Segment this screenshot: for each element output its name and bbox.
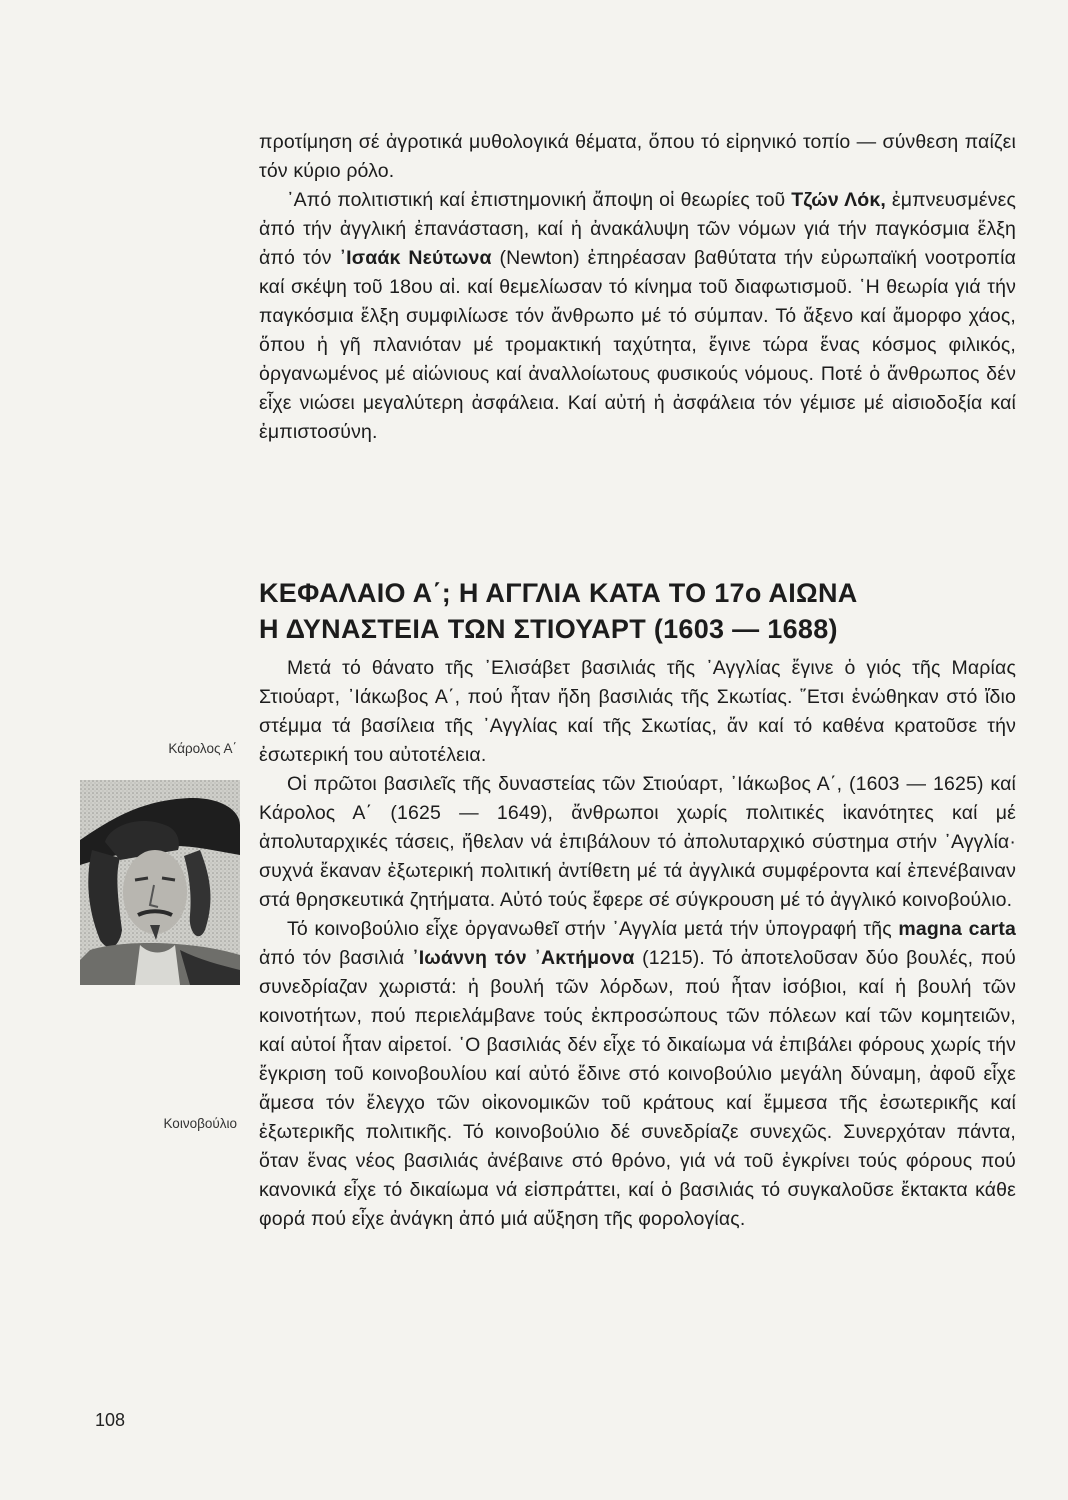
text-run: ᾿Από πολιτιστική καί ἐπιστημονική ἄποψη οἱ θεωρίες τοῦ [287, 189, 792, 211]
chapter-title: ΚΕΦΑΛΑΙΟ Α΄; Η ΑΓΓΛΙΑ ΚΑΤΑ ΤΟ 17ο ΑΙΩΝΑ [259, 578, 858, 608]
section-text [259, 654, 1016, 1234]
text-run: (Newton) ἐπηρέασαν βαθύτατα τήν εὐρωπαϊκή νοοτροπία καί σκέψη τοῦ 18ου αἰ. καί θεμελίωσαν τό κίνημα τοῦ διαφωτισμοῦ. ῾Η θεωρία γιά τήν παγκόσμια ἕλξη συμφιλίωσε τόν ἄνθρωπο μέ τό σύμπαν. Τό ἄξενο καί ἄμορφο χάος, ὅπου ἡ γῆ πλανιόταν μέ τρομακτική ταχύτητα, ἔγινε τώρα ἕνας κόσμος φιλικός, ὀργανωμένος μέ αἰώνιους καί ἀναλλοίωτους φυσικούς νόμους. Ποτέ ὁ ἄνθρωπος δέν εἶχε νιώσει μεγαλύτερη ἀσφάλεια. Καί αὐτή ἡ ἀσφάλεια τόν γέμισε μέ αἰσιοδοξία καί ἐμπιστοσύνη. [259, 247, 1016, 443]
bold-name-john: ᾿Ιωάννη τόν ᾿Ακτήμονα [412, 947, 635, 969]
text-run: ἀπό τόν βασιλιά [259, 947, 413, 969]
section-paragraph-2: Οἱ πρῶτοι βασιλεῖς τῆς δυναστείας τῶν Στιούαρτ, ᾿Ιάκωβος Α΄, (1603 — 1625) καί Κάρολος Α΄ (1625 — 1649), ἄνθρωποι χωρίς πολιτικές ἱκανότητες καί μέ ἀπολυταρχικές τάσεις, ἤθελαν νά ἐπιβάλουν τό ἀπολυταρχικό σύστημα στήν ᾿Αγγλία· συχνά ἔκαναν ἐξωτερική πολιτική ἀντίθετη μέ τά ἀγγλικά συμφέροντα καί ἐπενέβαιναν στά θρησκευτικά ζητήματα. Αὐτό τούς ἔφερε σέ σύγκρουση μέ τό ἀγγλικό κοινοβούλιο. [259, 773, 1016, 911]
text-run: (1215). Τό ἀποτελοῦσαν δύο βουλές, πού συνεδρίαζαν χωριστά: ἡ βουλή τῶν λόρδων, πού ἦταν ἰσόβιοι, καί ἡ βουλή τῶν κοινοτήτων, πού περιελάμβανε τούς ἐκπροσώπους τῶν πόλεων καί τῶν κομητειῶν, καί αὐτοί ἦταν αἱρετοί. ῾Ο βασιλιάς δέν εἶχε τό δικαίωμα νά ἐπιβάλει φόρους χωρίς τήν ἔγκριση τοῦ κοινοβουλίου καί αὐτό ἔδινε στό κοινοβούλιο μεγάλη δύναμη, ἀφοῦ εἶχε ἄμεσα τόν ἔλεγχο τῶν οἰκονομικῶν τοῦ κράτους καί ἔμμεσα τῆς ἐσωτερικῆς καί ἐξωτερικῆς πολιτικῆς. Τό κοινοβούλιο δέ συνεδρίαζε συνεχῶς. Συνερχόταν πάντα, ὅταν ἕνας νέος βασιλιάς ἀνέβαινε στό θρόνο, γιά νά τοῦ ἐγκρίνει τούς φόρους πού κανονικά εἶχε τό δικαίωμα νά εἰσπράττει, καί ὁ βασιλιάς τό συγκαλοῦσε ἔκτακτα κάθε φορά πού εἶχε ἀνάγκη ἀπό μιά αὔξηση τῆς φορολογίας. [259, 947, 1016, 1230]
intro-paragraph-2 [259, 186, 1016, 447]
intro-paragraph-1: προτίμηση σέ ἀγροτικά μυθολογικά θέματα, ὅπου τό εἰρηνικό τοπίο — σύνθεση παίζει τόν κύριο ρόλο. [259, 131, 1016, 182]
margin-note-parliament: Κοινοβούλιο [163, 1116, 237, 1131]
margin-note-charles: Κάρολος Α΄ [168, 741, 237, 756]
portrait-drawing [80, 780, 240, 985]
bold-name-newton: ᾿Ισαάκ Νεύτωνα [339, 247, 492, 269]
page-number: 108 [95, 1410, 126, 1430]
intro-text [259, 128, 1016, 447]
section-paragraph-3 [259, 915, 1016, 1234]
bold-term-magna-carta: magna carta [898, 918, 1016, 940]
text-run: ἐμπνευσμένες ἀπό τήν ἀγγλική ἐπανάσταση, καί ἡ ἀνακάλυψη τῶν νόμων γιά τήν παγκόσμια ἕλξη ἀπό τόν [259, 189, 1016, 269]
bold-name-locke: Τζών Λόκ, [791, 189, 886, 211]
section-paragraph-1: Μετά τό θάνατο τῆς ᾿Ελισάβετ βασιλιάς τῆς ᾿Αγγλίας ἔγινε ὁ γιός τῆς Μαρίας Στιούαρτ, ᾿Ιάκωβος Α΄, πού ἦταν ἤδη βασιλιάς τῆς Σκωτίας. ῞Ετσι ἑνώθηκαν στό ἴδιο στέμμα τά βασίλεια τῆς ᾿Αγγλίας καί τῆς Σκωτίας, ἄν καί τό καθένα κρατοῦσε τήν ἐσωτερική του αὐτοτέλεια. [259, 657, 1016, 766]
portrait-image [80, 780, 240, 985]
chapter-heading [259, 575, 1019, 647]
chapter-subtitle: Η ΔΥΝΑΣΤΕΙΑ ΤΩΝ ΣΤΙΟΥΑΡΤ (1603 — 1688) [259, 614, 838, 644]
text-run: Τό κοινοβούλιο εἶχε ὀργανωθεῖ στήν ᾿Αγγλία μετά τήν ὑπογραφή τῆς [287, 918, 899, 940]
